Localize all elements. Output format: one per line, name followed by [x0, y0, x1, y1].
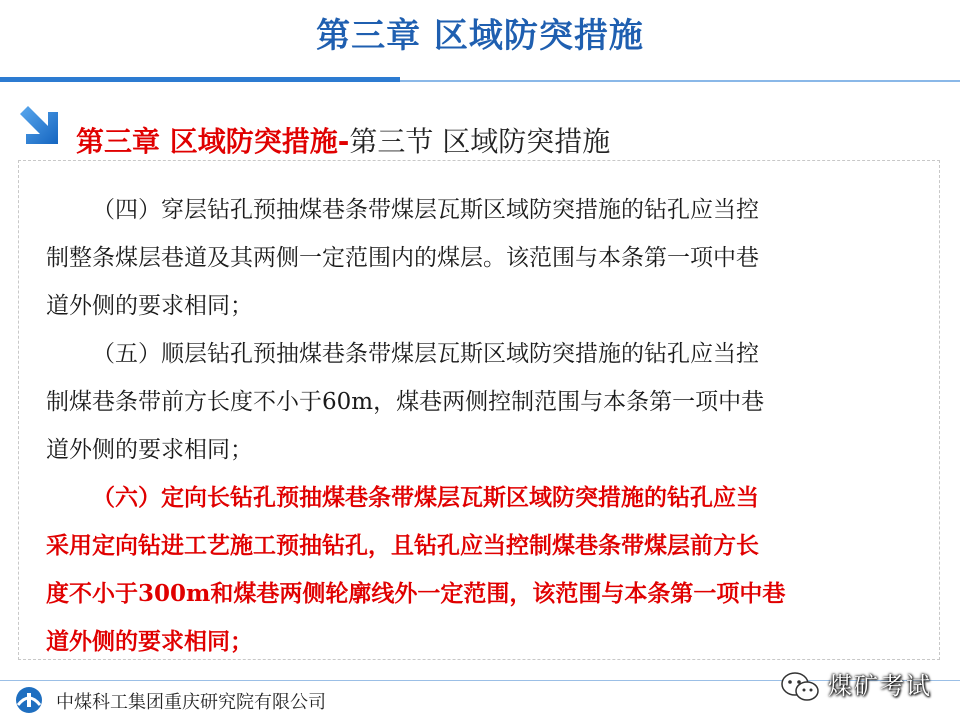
slide-header-title: 第三章 区域防突措施: [316, 16, 644, 56]
paragraph-line: （五）顺层钻孔预抽煤巷条带煤层瓦斯区域防突措施的钻孔应当控: [92, 341, 759, 367]
paragraph-line: （四）穿层钻孔预抽煤巷条带煤层瓦斯区域防突措施的钻孔应当控: [92, 197, 759, 223]
paragraph-line: 采用定向钻进工艺施工预抽钻孔，且钻孔应当控制煤巷条带煤层前方长: [46, 532, 759, 559]
header-rule: [0, 77, 400, 82]
section-title: [76, 120, 610, 160]
section-title-separator: -: [337, 125, 350, 158]
paragraph-4: [46, 186, 896, 330]
section-title-chapter: 第三章 区域防突措施: [76, 125, 338, 158]
paragraph-5: [46, 330, 896, 474]
company-logo-icon: [12, 685, 46, 715]
paragraph-line: 制煤巷条带前方长度不小于60m，煤巷两侧控制范围与本条第一项中巷: [46, 389, 765, 415]
paragraph-line: 道外侧的要求相同；: [46, 293, 253, 319]
paragraph-line: 道外侧的要求相同；: [46, 628, 253, 655]
arrow-down-right-icon: [16, 102, 62, 148]
section-title-subsection: 第三节 区域防突措施: [349, 125, 611, 158]
paragraph-line: 道外侧的要求相同；: [46, 437, 253, 463]
paragraph-6: [46, 474, 896, 666]
header-rule-thin: [400, 80, 960, 82]
paragraph-line: 度不小于300m和煤巷两侧轮廓线外一定范围，该范围与本条第一项中巷: [46, 580, 786, 607]
paragraph-line: 制整条煤层巷道及其两侧一定范围内的煤层。该范围与本条第一项中巷: [46, 245, 759, 271]
footer-organization: 中煤科工集团重庆研究院有限公司: [56, 692, 326, 712]
watermark-text: 煤矿考试: [828, 673, 932, 700]
watermark: [776, 660, 960, 716]
wechat-icon: [780, 670, 820, 704]
paragraph-line: （六）定向长钻孔预抽煤巷条带煤层瓦斯区域防突措施的钻孔应当: [92, 484, 759, 511]
